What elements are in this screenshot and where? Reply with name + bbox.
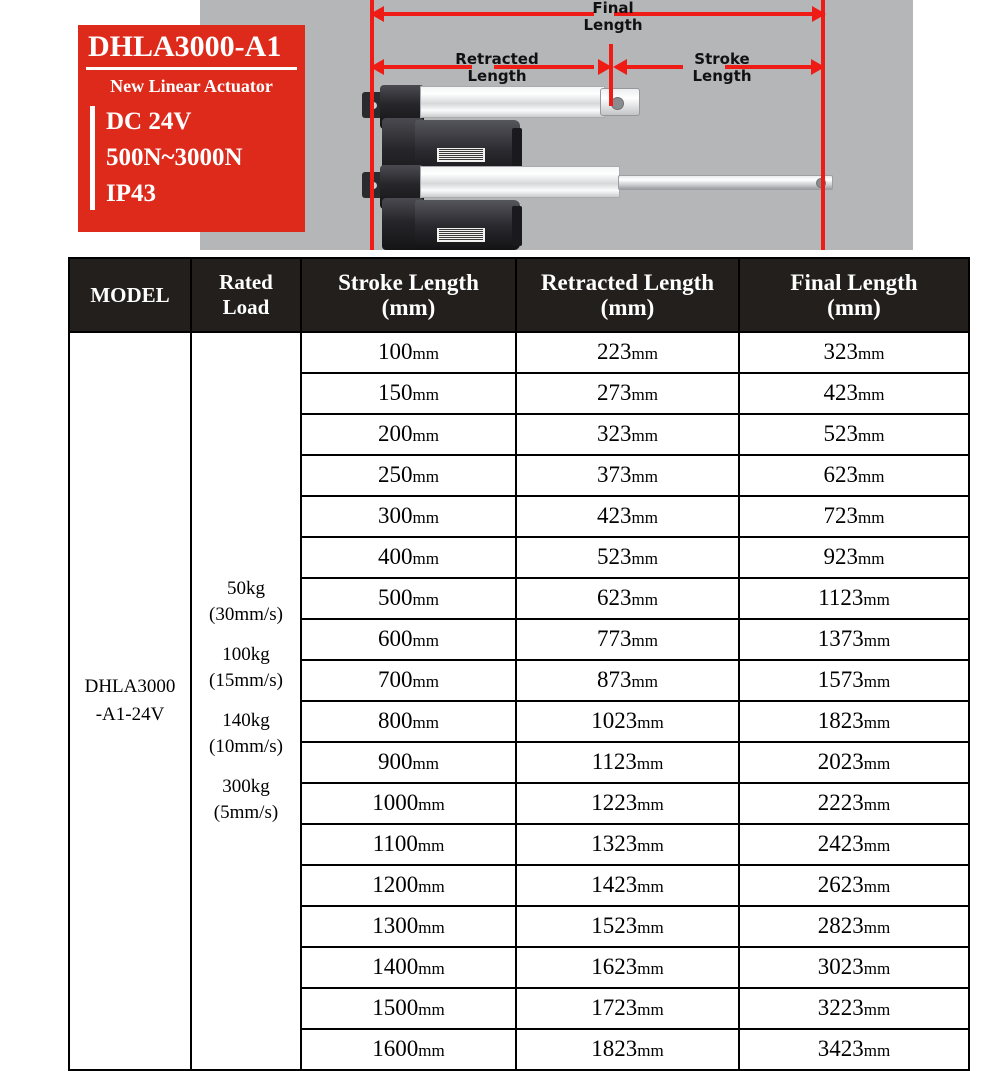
- product-banner: [78, 25, 305, 232]
- cell-stroke-length: 250mm: [301, 455, 516, 496]
- cell-stroke-length: 800mm: [301, 701, 516, 742]
- rated-load-speed: (10mm/s): [209, 736, 283, 757]
- banner-divider: [86, 67, 297, 70]
- unit-label: mm: [637, 836, 664, 855]
- cell-retracted-length: 773mm: [516, 619, 739, 660]
- cell-stroke-length: 400mm: [301, 537, 516, 578]
- header-stroke-length-unit: (mm): [381, 295, 436, 320]
- unit-label: mm: [863, 1000, 891, 1019]
- cell-retracted-length: 1523mm: [516, 906, 739, 947]
- cell-final-length: 923mm: [739, 537, 969, 578]
- cell-stroke-length: 500mm: [301, 578, 516, 619]
- model-line-1: DHLA3000: [84, 676, 176, 697]
- unit-label: mm: [637, 795, 664, 814]
- unit-label: mm: [863, 754, 891, 773]
- cell-retracted-length: 623mm: [516, 578, 739, 619]
- cell-retracted-length: 873mm: [516, 660, 739, 701]
- unit-label: mm: [863, 877, 891, 896]
- cell-retracted-length: 1023mm: [516, 701, 739, 742]
- unit-label: mm: [418, 795, 445, 814]
- cell-final-length: 2623mm: [739, 865, 969, 906]
- rated-load-speed: (30mm/s): [209, 604, 283, 625]
- rated-load-group-1: [192, 569, 300, 635]
- cell-final-length: 3423mm: [739, 1029, 969, 1070]
- table-body: [69, 332, 969, 1070]
- unit-label: mm: [863, 836, 891, 855]
- cell-stroke-length: 1300mm: [301, 906, 516, 947]
- cell-rated-load: [191, 332, 301, 1070]
- unit-label: mm: [863, 590, 890, 609]
- spec-ip-rating: IP43: [106, 180, 156, 207]
- table-row: [69, 332, 969, 373]
- unit-label: mm: [858, 467, 885, 486]
- header-retracted-length-unit: (mm): [600, 295, 655, 320]
- unit-label: mm: [863, 1041, 891, 1060]
- cell-stroke-length: 700mm: [301, 660, 516, 701]
- cell-retracted-length: 523mm: [516, 537, 739, 578]
- cell-retracted-length: 373mm: [516, 455, 739, 496]
- reference-line-left: [370, 0, 374, 250]
- spec-force: 500N~3000N: [106, 144, 243, 171]
- cell-final-length: 3223mm: [739, 988, 969, 1029]
- unit-label: mm: [412, 508, 439, 527]
- unit-label: mm: [863, 672, 891, 691]
- cell-final-length: 1823mm: [739, 701, 969, 742]
- unit-label: mm: [418, 1000, 445, 1019]
- cell-retracted-length: 1223mm: [516, 783, 739, 824]
- product-model-title: DHLA3000-A1: [88, 30, 282, 63]
- unit-label: mm: [631, 672, 658, 691]
- header-stroke-length: [301, 258, 516, 332]
- cell-final-length: 423mm: [739, 373, 969, 414]
- cell-final-length: 2023mm: [739, 742, 969, 783]
- cell-retracted-length: 273mm: [516, 373, 739, 414]
- unit-label: mm: [637, 918, 664, 937]
- rated-load-speed: (15mm/s): [209, 670, 283, 691]
- header-rated-load: [191, 258, 301, 332]
- stroke-length-label-line1: Stroke: [694, 50, 750, 68]
- product-hero: [0, 0, 1000, 250]
- unit-label: mm: [418, 959, 445, 978]
- unit-label: mm: [858, 508, 885, 527]
- header-stroke-length-line1: Stroke Length: [338, 270, 479, 295]
- cell-final-length: 1373mm: [739, 619, 969, 660]
- cell-stroke-length: 100mm: [301, 332, 516, 373]
- unit-label: mm: [412, 713, 439, 732]
- cell-final-length: 623mm: [739, 455, 969, 496]
- specification-table: [68, 257, 970, 1071]
- cell-model: [69, 332, 191, 1070]
- header-model: MODEL: [69, 258, 191, 332]
- unit-label: mm: [631, 467, 658, 486]
- unit-label: mm: [637, 1000, 664, 1019]
- cell-stroke-length: 300mm: [301, 496, 516, 537]
- unit-label: mm: [631, 549, 658, 568]
- cell-final-length: 2223mm: [739, 783, 969, 824]
- unit-label: mm: [858, 344, 885, 363]
- unit-label: mm: [637, 959, 664, 978]
- cell-stroke-length: 1500mm: [301, 988, 516, 1029]
- final-length-label-line2: Length: [583, 16, 643, 34]
- unit-label: mm: [863, 918, 891, 937]
- cell-final-length: 523mm: [739, 414, 969, 455]
- rated-load-value: 100kg: [222, 644, 270, 665]
- rated-load-group-3: [192, 701, 300, 767]
- cell-retracted-length: 1823mm: [516, 1029, 739, 1070]
- unit-label: mm: [863, 959, 891, 978]
- header-final-length-unit: (mm): [827, 295, 881, 320]
- unit-label: mm: [631, 631, 658, 650]
- reference-line-right: [821, 0, 825, 250]
- cell-retracted-length: 223mm: [516, 332, 739, 373]
- header-rated-load-line2: Load: [222, 295, 270, 319]
- unit-label: mm: [631, 344, 658, 363]
- header-final-length-line1: Final Length: [790, 270, 918, 295]
- unit-label: mm: [412, 549, 439, 568]
- cell-stroke-length: 150mm: [301, 373, 516, 414]
- rated-load-value: 300kg: [222, 776, 270, 797]
- header-rated-load-line1: Rated: [219, 270, 273, 294]
- rated-load-group-2: [192, 635, 300, 701]
- banner-accent-bar: [90, 106, 95, 210]
- dimension-final-length-label: [553, 0, 673, 34]
- cell-retracted-length: 323mm: [516, 414, 739, 455]
- unit-label: mm: [412, 344, 439, 363]
- cell-stroke-length: 1100mm: [301, 824, 516, 865]
- header-retracted-length: [516, 258, 739, 332]
- cell-final-length: 3023mm: [739, 947, 969, 988]
- cell-stroke-length: 1200mm: [301, 865, 516, 906]
- cell-final-length: 2423mm: [739, 824, 969, 865]
- cell-final-length: 1573mm: [739, 660, 969, 701]
- cell-stroke-length: 1000mm: [301, 783, 516, 824]
- cell-final-length: 2823mm: [739, 906, 969, 947]
- final-length-label-line1: Final: [592, 0, 634, 17]
- stroke-length-label-line2: Length: [692, 67, 752, 85]
- unit-label: mm: [858, 385, 885, 404]
- table-header-row: [69, 258, 969, 332]
- header-final-length: [739, 258, 969, 332]
- dimension-retracted-length-label: [432, 51, 562, 85]
- rated-load-value: 140kg: [222, 710, 270, 731]
- cell-final-length: 723mm: [739, 496, 969, 537]
- unit-label: mm: [412, 426, 439, 445]
- unit-label: mm: [631, 426, 658, 445]
- product-spec-list: [78, 104, 305, 212]
- cell-stroke-length: 1600mm: [301, 1029, 516, 1070]
- cell-final-length: 323mm: [739, 332, 969, 373]
- rated-load-group-4: [192, 767, 300, 833]
- model-line-2: -A1-24V: [95, 704, 165, 725]
- cell-stroke-length: 200mm: [301, 414, 516, 455]
- unit-label: mm: [631, 508, 658, 527]
- rated-load-speed: (5mm/s): [213, 802, 279, 823]
- unit-label: mm: [412, 631, 439, 650]
- cell-stroke-length: 600mm: [301, 619, 516, 660]
- spec-voltage: DC 24V: [106, 108, 192, 135]
- cell-final-length: 1123mm: [739, 578, 969, 619]
- retracted-length-label-line2: Length: [467, 67, 527, 85]
- unit-label: mm: [637, 713, 664, 732]
- cell-stroke-length: 1400mm: [301, 947, 516, 988]
- unit-label: mm: [858, 549, 885, 568]
- unit-label: mm: [417, 836, 445, 855]
- unit-label: mm: [637, 877, 664, 896]
- product-subtitle: New Linear Actuator: [110, 76, 273, 96]
- unit-label: mm: [858, 426, 885, 445]
- unit-label: mm: [412, 467, 439, 486]
- unit-label: mm: [636, 754, 664, 773]
- unit-label: mm: [418, 1041, 445, 1060]
- unit-label: mm: [863, 713, 891, 732]
- unit-label: mm: [631, 590, 658, 609]
- unit-label: mm: [863, 795, 891, 814]
- unit-label: mm: [631, 385, 658, 404]
- cell-stroke-length: 900mm: [301, 742, 516, 783]
- unit-label: mm: [863, 631, 891, 650]
- rated-load-value: 50kg: [227, 578, 265, 599]
- cell-retracted-length: 1723mm: [516, 988, 739, 1029]
- unit-label: mm: [412, 385, 439, 404]
- unit-label: mm: [418, 918, 445, 937]
- dimension-stroke-length-label: [676, 51, 768, 85]
- header-retracted-length-line1: Retracted Length: [540, 270, 715, 295]
- cell-retracted-length: 1323mm: [516, 824, 739, 865]
- unit-label: mm: [412, 672, 439, 691]
- unit-label: mm: [418, 877, 445, 896]
- hero-background: [200, 0, 913, 250]
- cell-retracted-length: 1123mm: [516, 742, 739, 783]
- cell-retracted-length: 423mm: [516, 496, 739, 537]
- retracted-length-label-line1: Retracted: [455, 50, 539, 68]
- unit-label: mm: [637, 1041, 664, 1060]
- cell-retracted-length: 1423mm: [516, 865, 739, 906]
- unit-label: mm: [412, 590, 439, 609]
- unit-label: mm: [412, 754, 439, 773]
- cell-retracted-length: 1623mm: [516, 947, 739, 988]
